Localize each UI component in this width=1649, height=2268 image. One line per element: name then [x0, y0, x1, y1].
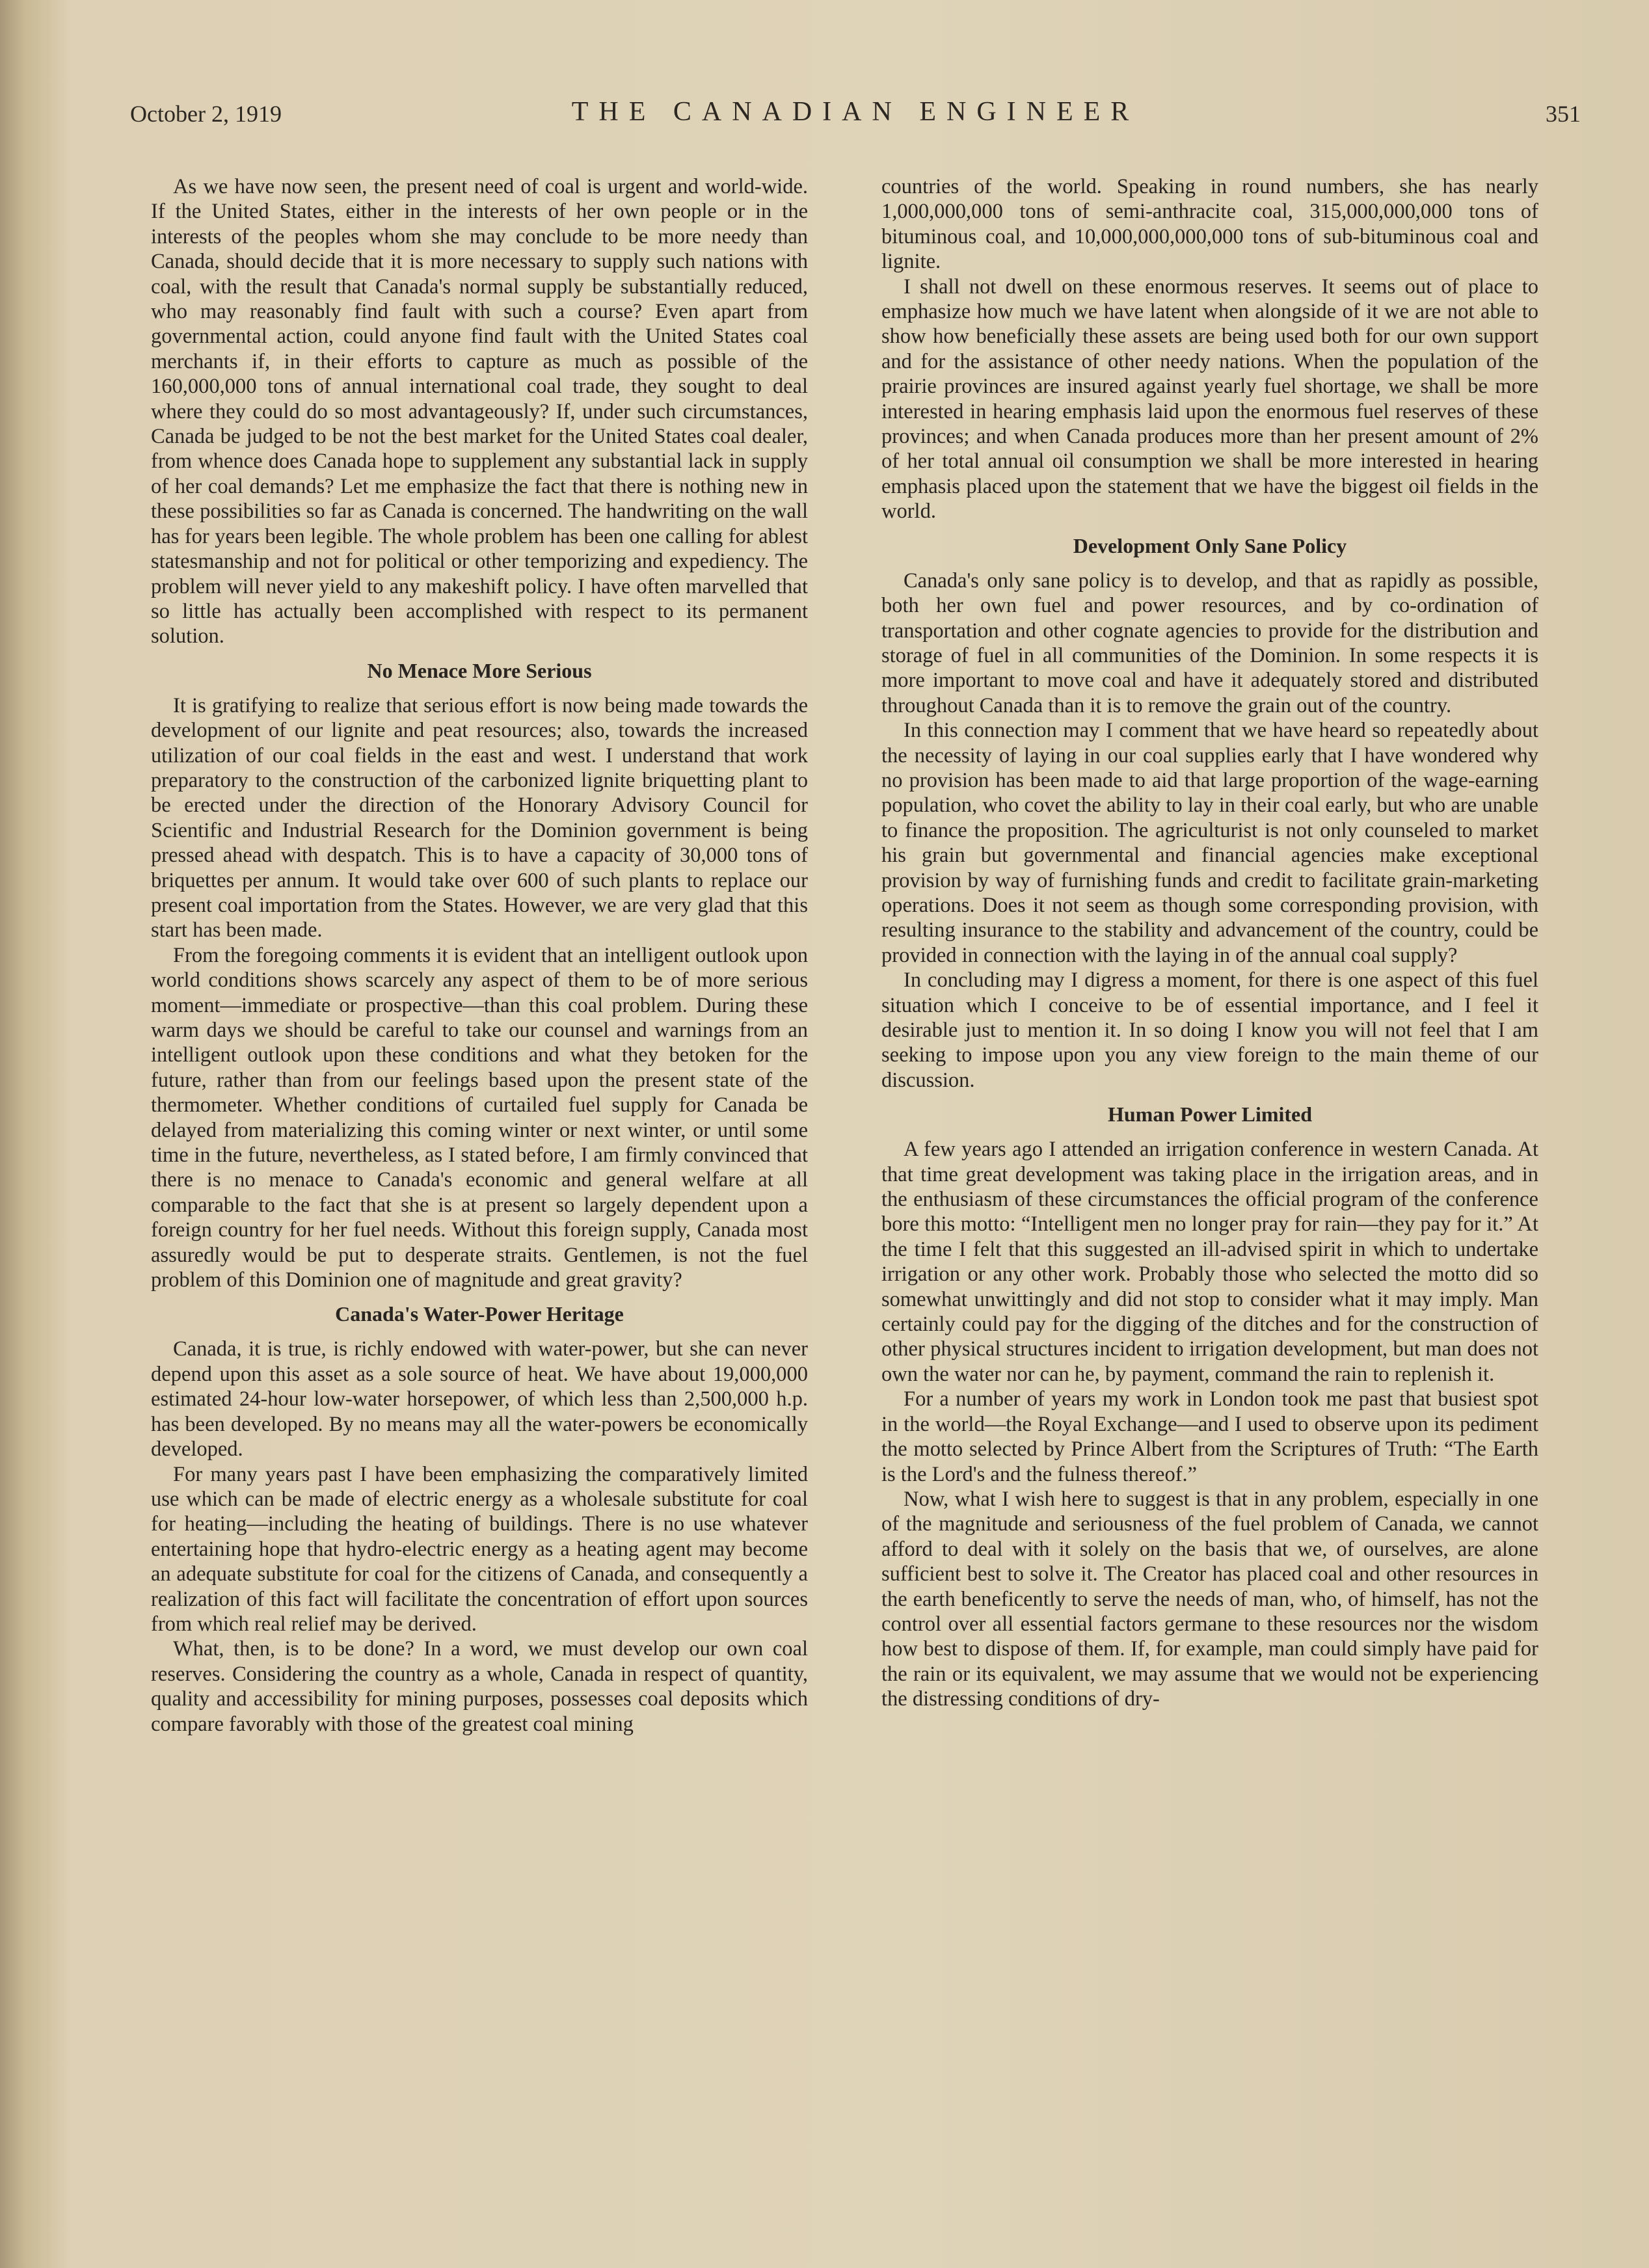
section-heading: No Menace More Serious [367, 658, 592, 682]
left-column [151, 174, 808, 1737]
paragraph: What, then, is to be done? In a word, we must develop our own coal reserves. Considering the country as a whole, Canada in respect of quantity, quality and accessibility for mining purposes, possesses coal deposits which compare favorably with those of the greatest coal mining [151, 1637, 808, 1736]
paragraph: From the foregoing comments it is evident that an intelligent outlook upon world conditions shows scarcely any aspect of them to be of more serious moment—immediate or prospective—than this coal problem. During these warm days we should be careful to take our counsel and warnings from an intelligent outlook upon these conditions and what they betoken for the future, rather than from our feelings based upon the present state of the thermometer. Whether conditions of curtailed fuel supply for Canada be delayed from materializing this coming winter or next winter, or until some time in the future, nevertheless, as I stated before, I am firmly convinced that there is no menace to Canada's economic and general welfare at all comparable to the fact that she is at present so largely dependent upon a foreign country for her fuel needs. Without this foreign supply, Canada most assuredly would be put to desperate straits. Gentlemen, is not the fuel problem of this Dominion one of magnitude and great gravity? [151, 943, 808, 1292]
paragraph: For many years past I have been emphasizing the comparatively limited use which can be made of electric energy as a wholesale substitute for coal for heating—including the heating of buildings. There is no use whatever entertaining hope that hydro-electric energy as a heating agent may become an adequate substitute for coal for the citizens of Canada, and consequently a realization of this fact will facilitate the concentration of effort upon sources from which real relief may be derived. [151, 1462, 808, 1636]
section-heading: Development Only Sane Policy [1073, 533, 1347, 557]
paragraph: I shall not dwell on these enormous reserves. It seems out of place to emphasize how much we have latent when alongside of it we are not able to show how beneficially these assets are being used both for our own support and for the assistance of other needy nations. When the population of the prairie provinces are insured against yearly fuel shortage, we shall be more interested in hearing emphasis laid upon the enormous fuel reserves of these provinces; and when Canada produces more than her present amount of 2% of her total annual oil consumption we shall be more interested in hearing emphasis placed upon the statement that we have the biggest oil fields in the world. [881, 274, 1538, 524]
paragraph: In concluding may I digress a moment, for there is one aspect of this fuel situation which I conceive to be of essential importance, and I feel it desirable just to mention it. In so doing I know you will not feel that I am seeking to impose upon you any view foreign to the main theme of our discussion. [881, 968, 1538, 1092]
section-heading: Canada's Water-Power Heritage [335, 1302, 624, 1326]
paragraph: It is gratifying to realize that serious effort is now being made towards the development of our lignite and peat resources; also, towards the increased utilization of our coal fields in the east and west. I understand that work preparatory to the construction of the carbonized lignite briquetting plant to be erected under the direction of the Honorary Advisory Council for Scientific and Industrial Research for the Dominion government is being pressed ahead with despatch. This is to have a capacity of 30,000 tons of briquettes per annum. It would take over 600 of such plants to replace our present coal importation from the States. However, we are very glad that this start has been made. [151, 693, 808, 942]
paragraph: Now, what I wish here to suggest is that in any problem, especially in one of the magnitude and seriousness of the fuel problem of Canada, we cannot afford to deal with it solely on the basis that we, of ourselves, are alone sufficient best to solve it. The Creator has placed coal and other resources in the earth beneficently to serve the needs of man, who, of himself, has not the control over all essential factors germane to these resources nor the wisdom how best to dispose of them. If, for example, man could simply have paid for the rain or its equivalent, we may assume that we would not be experiencing the distressing conditions of dry- [881, 1487, 1538, 1711]
paragraph: countries of the world. Speaking in round numbers, she has nearly 1,000,000,000 tons of semi-anthracite coal, 315,000,000,000 tons of bituminous coal, and 10,000,000,000,000 tons of sub-bituminous coal and lignite. [881, 175, 1538, 274]
paragraph: Canada, it is true, is richly endowed with water-power, but she can never depend upon this asset as a sole source of heat. We have about 19,000,000 estimated 24-hour low-water horsepower, of which less than 2,500,000 h.p. has been developed. By no means may all the water-powers be economically developed. [151, 1337, 808, 1461]
section-heading: Human Power Limited [1107, 1102, 1313, 1127]
page-number: 351 [1546, 101, 1581, 127]
paragraph: As we have now seen, the present need of coal is urgent and world-wide. If the United States, either in the interests of her own people or in the interests of the peoples whom she may conclude to be more needy than Canada, should decide that it is more necessary to supply such nations with coal, with the result that Canada's normal supply be substantially reduced, who may reasonably find fault with such a course? Even apart from governmental action, could anyone find fault with the United States coal merchants if, in their efforts to capture as much as possible of the 160,000,000 tons of annual international coal trade, they sought to deal where they could do so most advantageously? If, under such circumstances, Canada be judged to be not the best market for the United States coal dealer, from whence does Canada hope to supplement any substantial lack in supply of her coal demands? Let me emphasize the fact that there is nothing new in these possibilities so far as Canada is concerned. The handwriting on the wall has for years been legible. The whole problem has been one calling for ablest statesmanship and not for political or other temporizing and expediency. The problem will never yield to any makeshift policy. I have often marvelled that so little has actually been accomplished with respect to its permanent solution. [151, 175, 808, 648]
paragraph: For a number of years my work in London took me past that busiest spot in the world—the Royal Exchange—and I used to observe upon its pediment the motto selected by Prince Albert from the Scriptures of Truth: “The Earth is the Lord's and the fulness thereof.” [881, 1387, 1538, 1486]
issue-date: October 2, 1919 [130, 101, 282, 127]
journal-title: THE CANADIAN ENGINEER [571, 97, 1140, 127]
right-column [881, 174, 1538, 1712]
paragraph: In this connection may I comment that we have heard so repeatedly about the necessity of laying in our coal supplies early that I have wondered why no provision has been made to aid that large proportion of the wage-earning population, who covet the ability to lay in their coal early, but who are unable to finance the proposition. The agriculturist is not only counseled to market his grain but governmental and financial agencies make exceptional provision by way of furnishing funds and credit to facilitate grain-marketing operations. Does it not seem as though some corresponding provision, with resulting insurance to the stability and advancement of the country, could be provided in connection with the laying in of the annual coal supply? [881, 719, 1538, 967]
paragraph: A few years ago I attended an irrigation conference in western Canada. At that time great development was taking place in the irrigation areas, and in the enthusiasm of these circumstances the official program of the conference bore this motto: “Intelligent men no longer pray for rain—they pay for it.” At the time I felt that this suggested an ill-advised spirit in which to undertake irrigation or any other work. Probably those who selected the motto did so somewhat unwittingly and did not stop to consider what it may imply. Man certainly could pay for the digging of the ditches and for the construction of other physical structures incident to irrigation development, but man does not own the water nor can he, by payment, command the rain to replenish it. [881, 1138, 1538, 1386]
paragraph: Canada's only sane policy is to develop, and that as rapidly as possible, both her own fuel and power resources, and by co-ordination of transportation and other cognate agencies to provide for the distribution and storage of fuel in all communities of the Dominion. In some respects it is more important to move coal and have it adequately stored and distributed throughout Canada than it is to remove the grain out of the country. [881, 568, 1538, 717]
page-header [130, 96, 1581, 135]
